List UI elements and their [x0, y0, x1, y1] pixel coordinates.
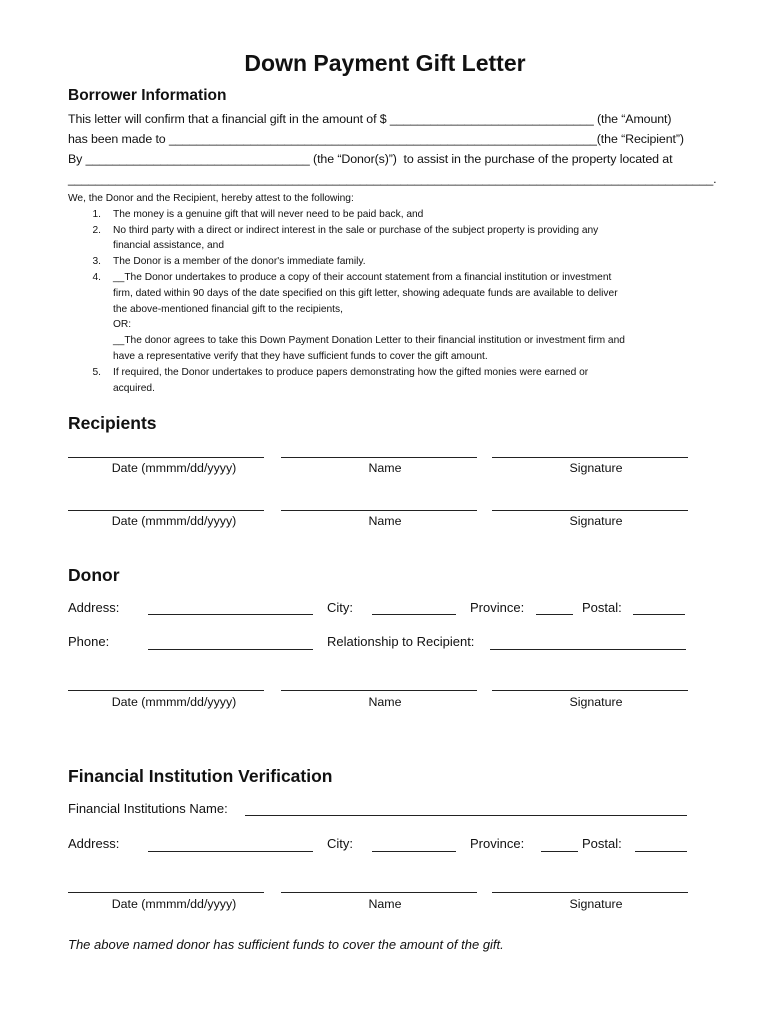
attestation-item-number — [68, 333, 113, 349]
attestation-item-number: 1. — [92, 208, 101, 220]
institution-postal-label: Postal: — [582, 836, 622, 851]
institution-city-field[interactable] — [372, 851, 456, 852]
donor-address-label: Address: — [68, 600, 120, 615]
institution-name-field[interactable] — [245, 815, 687, 816]
attestation-item-number — [68, 381, 113, 397]
recipient2-date-line[interactable] — [68, 510, 264, 511]
institution-postal-field[interactable] — [635, 851, 687, 852]
amount-line: This letter will confirm that a financial gift in the amount of $ ______________________________ (the “Amount) — [68, 112, 672, 126]
attestation-list — [68, 191, 718, 396]
institution-signature-caption: Signature — [569, 897, 623, 911]
attestation-item-text: The money is a genuine gift that will never need to be paid back, and — [113, 208, 424, 220]
attestation-item-line — [68, 349, 718, 365]
donor-date-caption: Date (mmmm/dd/yyyy) — [111, 695, 237, 709]
institution-signature-line[interactable] — [492, 892, 688, 893]
institution-name-sign-line[interactable] — [281, 892, 477, 893]
attestation-item-text: __The donor agrees to take this Down Payment Donation Letter to their financial institution or investment firm and — [113, 335, 625, 347]
attestation-item-number — [68, 286, 113, 302]
recipient-line: has been made to _______________________________________________________________(the “Recipient”) — [68, 132, 684, 146]
attestation-item-number — [68, 317, 113, 333]
recipient1-signature-caption: Signature — [569, 461, 623, 475]
footer-note: The above named donor has sufficient funds to cover the amount of the gift. — [68, 937, 504, 952]
attestation-item-line — [68, 286, 718, 302]
recipient1-name-line[interactable] — [281, 457, 477, 458]
institution-date-caption: Date (mmmm/dd/yyyy) — [111, 897, 237, 911]
attestation-item-number — [68, 349, 113, 365]
donor-phone-label: Phone: — [68, 634, 110, 649]
donor-phone-field[interactable] — [148, 649, 313, 650]
donor-signature-caption: Signature — [569, 695, 623, 709]
institution-province-field[interactable] — [541, 851, 578, 852]
attestation-item-line — [68, 317, 718, 333]
attestation-item-line — [68, 238, 718, 254]
donor-city-label: City: — [327, 600, 353, 615]
donor-province-label: Province: — [470, 600, 525, 615]
recipient2-signature-line[interactable] — [492, 510, 688, 511]
donor-name-line[interactable] — [281, 690, 477, 691]
attestation-item-text: No third party with a direct or indirect interest in the sale or purchase of the subject property is providing any — [113, 224, 599, 236]
recipient1-name-caption: Name — [368, 461, 402, 475]
institution-name-label: Financial Institutions Name: — [68, 801, 228, 816]
attestation-item-line — [68, 365, 718, 381]
donor-postal-field[interactable] — [633, 614, 685, 615]
recipient2-name-line[interactable] — [281, 510, 477, 511]
institution-city-label: City: — [327, 836, 353, 851]
recipient2-signature-caption: Signature — [569, 514, 623, 528]
donor-line: By _________________________________ (the “Donor(s)”) to assist in the purchase of the property located at — [68, 152, 673, 166]
attestation-item-text: If required, the Donor undertakes to produce papers demonstrating how the gifted monies were earned or — [113, 366, 589, 378]
attestation-item-text: OR: — [113, 319, 132, 331]
institution-date-line[interactable] — [68, 892, 264, 893]
attestation-item-text: the above-mentioned financial gift to the recipients, — [113, 303, 343, 315]
attestation-item-number: 5. — [92, 366, 101, 378]
attestation-item-number: 3. — [92, 256, 101, 268]
attestation-item-number — [68, 238, 113, 254]
property-line: _______________________________________________________________________________________________. — [68, 172, 717, 186]
attestation-item-line — [68, 333, 718, 349]
donor-relationship-label: Relationship to Recipient: — [327, 634, 475, 649]
attestation-item-line — [68, 381, 718, 397]
attestation-item-text: firm, dated within 90 days of the date specified on this gift letter, showing adequate funds are available to deliver — [113, 287, 618, 299]
donor-date-line[interactable] — [68, 690, 264, 691]
borrower-heading: Borrower Information — [68, 87, 227, 104]
attestation-item-line — [68, 207, 718, 223]
donor-relationship-field[interactable] — [490, 649, 686, 650]
document-title: Down Payment Gift Letter — [244, 50, 526, 76]
attestation-item-text: financial assistance, and — [113, 240, 224, 252]
institution-province-label: Province: — [470, 836, 525, 851]
recipient1-signature-line[interactable] — [492, 457, 688, 458]
recipient1-date-caption: Date (mmmm/dd/yyyy) — [111, 461, 237, 475]
recipient1-date-line[interactable] — [68, 457, 264, 458]
attestation-item-text: acquired. — [113, 382, 155, 394]
attestation-item-line — [68, 223, 718, 239]
attestation-item-number: 4. — [92, 271, 101, 283]
institution-heading: Financial Institution Verification — [68, 766, 333, 786]
institution-address-field[interactable] — [148, 851, 313, 852]
donor-address-field[interactable] — [148, 614, 313, 615]
attestation-intro: We, the Donor and the Recipient, hereby attest to the following: — [68, 193, 354, 204]
donor-province-field[interactable] — [536, 614, 573, 615]
recipient2-name-caption: Name — [368, 514, 402, 528]
attestation-item-line — [68, 302, 718, 318]
institution-name-caption: Name — [368, 897, 402, 911]
institution-address-label: Address: — [68, 836, 120, 851]
donor-name-caption: Name — [368, 695, 402, 709]
donor-city-field[interactable] — [372, 614, 456, 615]
attestation-item-line — [68, 270, 718, 286]
attestation-items — [68, 207, 718, 397]
attestation-item-text: The Donor is a member of the donor's immediate family. — [113, 256, 366, 268]
donor-postal-label: Postal: — [582, 600, 622, 615]
attestation-item-number: 2. — [92, 224, 101, 236]
attestation-item-line — [68, 254, 718, 270]
attestation-item-text: have a representative verify that they have sufficient funds to cover the gift amount. — [113, 350, 488, 362]
donor-signature-line[interactable] — [492, 690, 688, 691]
attestation-item-text: __The Donor undertakes to produce a copy of their account statement from a financial institution or investment — [113, 271, 612, 283]
recipients-heading: Recipients — [68, 413, 157, 433]
recipient2-date-caption: Date (mmmm/dd/yyyy) — [111, 514, 237, 528]
attestation-item-number — [68, 302, 113, 318]
donor-heading: Donor — [68, 565, 120, 585]
